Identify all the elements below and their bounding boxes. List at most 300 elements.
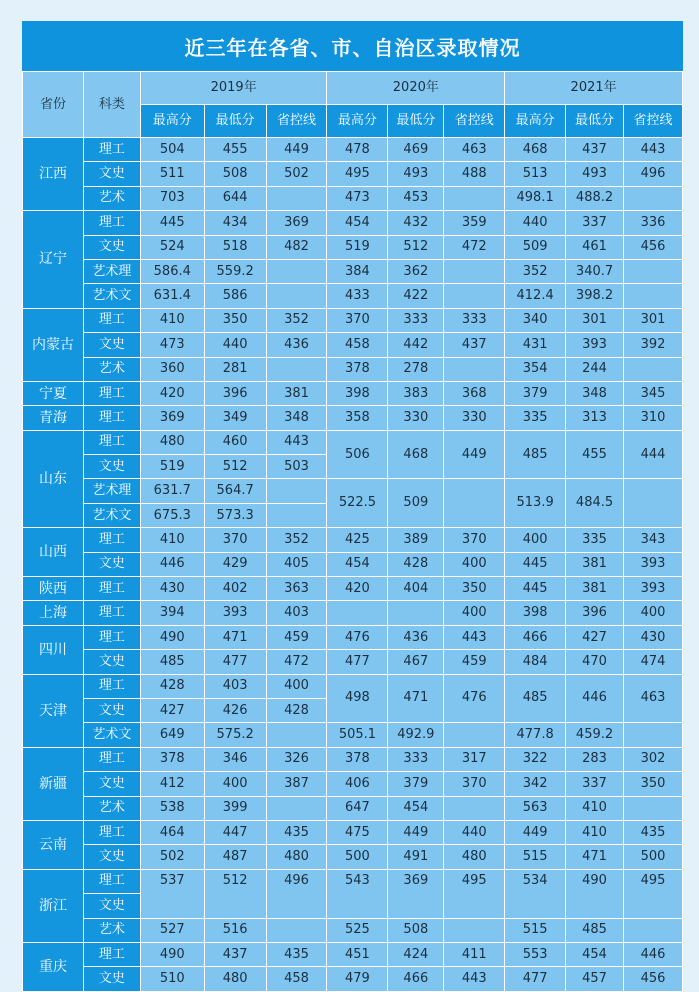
score-line-2021: 350 xyxy=(623,772,682,796)
table-row xyxy=(23,430,683,454)
score-max-2021: 468 xyxy=(505,138,566,162)
score-line-2020: 440 xyxy=(444,820,505,844)
score-max-2021: 515 xyxy=(505,918,566,942)
score-min-2020: 432 xyxy=(388,211,444,235)
score-line-2021: 463 xyxy=(623,674,682,723)
score-line-2019 xyxy=(266,918,327,942)
score-max-2021: 477.8 xyxy=(505,723,566,747)
score-line-2020: 480 xyxy=(444,845,505,869)
subject-cell: 理工 xyxy=(83,308,140,332)
score-min-2019: 403 xyxy=(204,674,266,698)
subject-cell: 文史 xyxy=(83,162,140,186)
score-min-2019: 460 xyxy=(204,430,266,454)
score-line-2021: 392 xyxy=(623,333,682,357)
score-max-2020: 505.1 xyxy=(327,723,388,747)
score-line-2021 xyxy=(623,918,682,942)
subject-cell: 文史 xyxy=(83,333,140,357)
score-line-2019: 400 xyxy=(266,674,327,698)
score-line-2019: 435 xyxy=(266,942,327,966)
score-min-2020: 509 xyxy=(388,479,444,528)
table-row xyxy=(23,845,683,869)
score-max-2021: 445 xyxy=(505,552,566,576)
score-min-2020: 512 xyxy=(388,235,444,259)
score-max-2019: 473 xyxy=(140,333,204,357)
score-line-2020: 476 xyxy=(444,674,505,723)
score-max-2020: 476 xyxy=(327,625,388,649)
province-cell: 云南 xyxy=(23,820,84,869)
score-line-2021 xyxy=(623,357,682,381)
score-max-2020: 384 xyxy=(327,259,388,283)
score-max-2019: 538 xyxy=(140,796,204,820)
score-max-2019: 428 xyxy=(140,674,204,698)
header-min-2020: 最低分 xyxy=(388,105,444,138)
score-max-2019: 412 xyxy=(140,772,204,796)
province-cell: 青海 xyxy=(23,406,84,430)
table-row xyxy=(23,235,683,259)
score-line-2019: 381 xyxy=(266,381,327,405)
score-line-2020: 443 xyxy=(444,967,505,991)
subject-cell: 理工 xyxy=(83,625,140,649)
score-min-2020: 453 xyxy=(388,186,444,210)
score-line-2019: 369 xyxy=(266,211,327,235)
score-min-2019: 508 xyxy=(204,162,266,186)
score-line-2020: 400 xyxy=(444,601,505,625)
header-max-2020: 最高分 xyxy=(327,105,388,138)
score-min-2021: 381 xyxy=(566,552,624,576)
score-max-2020: 406 xyxy=(327,772,388,796)
score-line-2021: 456 xyxy=(623,967,682,991)
table-row xyxy=(23,918,683,942)
score-min-2019: 437 xyxy=(204,942,266,966)
score-min-2020: 422 xyxy=(388,284,444,308)
score-min-2020: 333 xyxy=(388,747,444,771)
province-cell: 上海 xyxy=(23,601,84,625)
score-line-2021 xyxy=(623,186,682,210)
subject-cell: 艺术 xyxy=(83,796,140,820)
score-min-2019: 518 xyxy=(204,235,266,259)
province-cell: 重庆 xyxy=(23,942,84,991)
subject-cell: 理工 xyxy=(83,577,140,601)
score-max-2020: 477 xyxy=(327,650,388,674)
subject-cell: 理工 xyxy=(83,601,140,625)
score-min-2020: 362 xyxy=(388,259,444,283)
header-year-2021: 2021年 xyxy=(505,72,683,105)
score-max-2020: 519 xyxy=(327,235,388,259)
score-max-2021: 440 xyxy=(505,211,566,235)
score-line-2020 xyxy=(444,284,505,308)
score-min-2021: 455 xyxy=(566,430,624,479)
score-min-2019: 402 xyxy=(204,577,266,601)
score-min-2020: 330 xyxy=(388,406,444,430)
score-min-2019: 575.2 xyxy=(204,723,266,747)
score-max-2019: 378 xyxy=(140,747,204,771)
table-row xyxy=(23,284,683,308)
score-max-2021: 484 xyxy=(505,650,566,674)
score-max-2019: 511 xyxy=(140,162,204,186)
score-line-2019: 387 xyxy=(266,772,327,796)
score-max-2021: 466 xyxy=(505,625,566,649)
score-max-2020: 358 xyxy=(327,406,388,430)
score-max-2021: 515 xyxy=(505,845,566,869)
province-cell: 江西 xyxy=(23,138,84,211)
table-row xyxy=(23,601,683,625)
score-max-2020: 500 xyxy=(327,845,388,869)
score-max-2021: 449 xyxy=(505,820,566,844)
score-line-2019: 503 xyxy=(266,455,327,479)
table-row xyxy=(23,772,683,796)
score-max-2020: 498 xyxy=(327,674,388,723)
score-max-2020: 451 xyxy=(327,942,388,966)
score-max-2021: 485 xyxy=(505,674,566,723)
table-row xyxy=(23,967,683,991)
subject-cell: 艺术文 xyxy=(83,284,140,308)
score-min-2021: 348 xyxy=(566,381,624,405)
score-max-2021: 553 xyxy=(505,942,566,966)
subject-cell: 理工 xyxy=(83,674,140,698)
score-line-2020 xyxy=(444,357,505,381)
table-row xyxy=(23,357,683,381)
score-max-2021: 354 xyxy=(505,357,566,381)
score-max-2019: 394 xyxy=(140,601,204,625)
score-line-2020: 400 xyxy=(444,552,505,576)
table-row xyxy=(23,528,683,552)
score-line-2021: 393 xyxy=(623,577,682,601)
table-row xyxy=(23,186,683,210)
table-row xyxy=(23,796,683,820)
subject-cell: 理工 xyxy=(83,747,140,771)
score-min-2021: 393 xyxy=(566,333,624,357)
score-max-2021: 342 xyxy=(505,772,566,796)
score-min-2021: 381 xyxy=(566,577,624,601)
score-line-2021 xyxy=(623,259,682,283)
score-line-2019: 352 xyxy=(266,528,327,552)
table-row xyxy=(23,942,683,966)
score-min-2019: 370 xyxy=(204,528,266,552)
score-line-2021: 430 xyxy=(623,625,682,649)
score-line-2020: 459 xyxy=(444,650,505,674)
score-min-2019: 512 xyxy=(204,455,266,479)
score-max-2020: 522.5 xyxy=(327,479,388,528)
score-min-2020: 466 xyxy=(388,967,444,991)
score-max-2019: 369 xyxy=(140,406,204,430)
score-line-2020: 488 xyxy=(444,162,505,186)
score-max-2021: 352 xyxy=(505,259,566,283)
subject-cell: 艺术 xyxy=(83,918,140,942)
subject-cell: 文史 xyxy=(83,235,140,259)
subject-cell: 理工 xyxy=(83,430,140,454)
score-min-2021: 283 xyxy=(566,747,624,771)
score-max-2021: 534 xyxy=(505,869,566,918)
score-line-2019: 405 xyxy=(266,552,327,576)
score-min-2021: 427 xyxy=(566,625,624,649)
table-row xyxy=(23,869,683,893)
score-line-2019: 428 xyxy=(266,698,327,722)
score-max-2020: 454 xyxy=(327,552,388,576)
province-cell: 陕西 xyxy=(23,577,84,601)
score-min-2019: 396 xyxy=(204,381,266,405)
table-row xyxy=(23,674,683,698)
header-min-2021: 最低分 xyxy=(566,105,624,138)
score-line-2020: 317 xyxy=(444,747,505,771)
score-min-2020: 428 xyxy=(388,552,444,576)
subject-cell: 艺术理 xyxy=(83,479,140,503)
province-cell: 山西 xyxy=(23,528,84,577)
score-line-2020: 411 xyxy=(444,942,505,966)
score-min-2021: 301 xyxy=(566,308,624,332)
score-line-2019: 326 xyxy=(266,747,327,771)
score-min-2019: 477 xyxy=(204,650,266,674)
subject-cell: 理工 xyxy=(83,820,140,844)
score-min-2019: 399 xyxy=(204,796,266,820)
header-year-2020: 2020年 xyxy=(327,72,505,105)
score-line-2021: 500 xyxy=(623,845,682,869)
score-max-2021: 485 xyxy=(505,430,566,479)
score-min-2019: 644 xyxy=(204,186,266,210)
score-max-2019: 537 xyxy=(140,869,204,918)
score-max-2019: 360 xyxy=(140,357,204,381)
header-max-2021: 最高分 xyxy=(505,105,566,138)
subject-cell: 理工 xyxy=(83,406,140,430)
subject-cell: 理工 xyxy=(83,528,140,552)
score-max-2019: 485 xyxy=(140,650,204,674)
score-min-2020: 369 xyxy=(388,869,444,918)
score-line-2019 xyxy=(266,357,327,381)
score-max-2020: 378 xyxy=(327,747,388,771)
score-min-2021: 446 xyxy=(566,674,624,723)
score-min-2021: 459.2 xyxy=(566,723,624,747)
score-line-2020: 437 xyxy=(444,333,505,357)
score-min-2019: 559.2 xyxy=(204,259,266,283)
score-max-2019: 519 xyxy=(140,455,204,479)
score-min-2021: 470 xyxy=(566,650,624,674)
score-line-2021: 301 xyxy=(623,308,682,332)
subject-cell: 文史 xyxy=(83,967,140,991)
header-province: 省份 xyxy=(23,72,84,138)
score-line-2019: 449 xyxy=(266,138,327,162)
score-min-2019: 349 xyxy=(204,406,266,430)
score-max-2020: 506 xyxy=(327,430,388,479)
table-row xyxy=(23,381,683,405)
score-max-2019: 586.4 xyxy=(140,259,204,283)
province-cell: 内蒙古 xyxy=(23,308,84,381)
score-line-2021 xyxy=(623,796,682,820)
score-max-2021: 513 xyxy=(505,162,566,186)
score-min-2019: 512 xyxy=(204,869,266,918)
score-line-2020: 359 xyxy=(444,211,505,235)
score-line-2020: 449 xyxy=(444,430,505,479)
score-line-2020: 495 xyxy=(444,869,505,918)
score-min-2021: 490 xyxy=(566,869,624,918)
province-cell: 新疆 xyxy=(23,747,84,820)
score-max-2019: 524 xyxy=(140,235,204,259)
province-cell: 四川 xyxy=(23,625,84,674)
score-min-2021: 337 xyxy=(566,211,624,235)
score-max-2019: 649 xyxy=(140,723,204,747)
score-line-2019: 403 xyxy=(266,601,327,625)
score-min-2020: 508 xyxy=(388,918,444,942)
score-min-2019: 393 xyxy=(204,601,266,625)
score-min-2020: 404 xyxy=(388,577,444,601)
score-line-2019 xyxy=(266,479,327,503)
score-min-2020: 491 xyxy=(388,845,444,869)
score-line-2021 xyxy=(623,723,682,747)
score-max-2021: 412.4 xyxy=(505,284,566,308)
header-min-2019: 最低分 xyxy=(204,105,266,138)
score-min-2021: 454 xyxy=(566,942,624,966)
table-row xyxy=(23,552,683,576)
score-line-2019: 496 xyxy=(266,869,327,918)
subject-cell: 文史 xyxy=(83,455,140,479)
score-max-2020: 543 xyxy=(327,869,388,918)
score-line-2019: 352 xyxy=(266,308,327,332)
score-line-2019 xyxy=(266,796,327,820)
score-max-2019: 446 xyxy=(140,552,204,576)
score-min-2019: 480 xyxy=(204,967,266,991)
score-max-2019: 410 xyxy=(140,308,204,332)
score-max-2019: 410 xyxy=(140,528,204,552)
table-row xyxy=(23,625,683,649)
subject-cell: 理工 xyxy=(83,138,140,162)
score-min-2020: 468 xyxy=(388,430,444,479)
header-subject: 科类 xyxy=(83,72,140,138)
score-max-2019: 445 xyxy=(140,211,204,235)
score-line-2019 xyxy=(266,259,327,283)
score-max-2021: 509 xyxy=(505,235,566,259)
subject-cell: 艺术理 xyxy=(83,259,140,283)
score-max-2020: 478 xyxy=(327,138,388,162)
table-row xyxy=(23,820,683,844)
score-line-2020: 443 xyxy=(444,625,505,649)
score-min-2019: 400 xyxy=(204,772,266,796)
score-max-2019: 510 xyxy=(140,967,204,991)
score-min-2020: 467 xyxy=(388,650,444,674)
score-max-2019: 631.4 xyxy=(140,284,204,308)
score-max-2020: 454 xyxy=(327,211,388,235)
score-min-2019: 429 xyxy=(204,552,266,576)
score-line-2021: 336 xyxy=(623,211,682,235)
table-row xyxy=(23,479,683,503)
admission-table xyxy=(22,71,683,992)
score-line-2020 xyxy=(444,918,505,942)
score-max-2021: 340 xyxy=(505,308,566,332)
score-line-2020: 330 xyxy=(444,406,505,430)
header-line-2019: 省控线 xyxy=(266,105,327,138)
score-min-2021: 313 xyxy=(566,406,624,430)
score-max-2019: 464 xyxy=(140,820,204,844)
score-max-2020: 425 xyxy=(327,528,388,552)
score-min-2020: 469 xyxy=(388,138,444,162)
score-line-2021: 443 xyxy=(623,138,682,162)
score-min-2020 xyxy=(388,601,444,625)
table-row xyxy=(23,577,683,601)
score-min-2020: 449 xyxy=(388,820,444,844)
header-line-2020: 省控线 xyxy=(444,105,505,138)
score-min-2021: 457 xyxy=(566,967,624,991)
score-line-2019 xyxy=(266,503,327,527)
subject-cell: 艺术文 xyxy=(83,723,140,747)
table-row xyxy=(23,308,683,332)
score-min-2021: 244 xyxy=(566,357,624,381)
score-max-2019: 490 xyxy=(140,942,204,966)
score-min-2020: 379 xyxy=(388,772,444,796)
score-min-2019: 487 xyxy=(204,845,266,869)
score-line-2019: 443 xyxy=(266,430,327,454)
header-line-2021: 省控线 xyxy=(623,105,682,138)
score-min-2021: 437 xyxy=(566,138,624,162)
province-cell: 辽宁 xyxy=(23,211,84,309)
score-line-2021: 435 xyxy=(623,820,682,844)
score-min-2019: 440 xyxy=(204,333,266,357)
score-max-2020: 378 xyxy=(327,357,388,381)
score-min-2020: 454 xyxy=(388,796,444,820)
score-max-2020: 473 xyxy=(327,186,388,210)
score-line-2021: 302 xyxy=(623,747,682,771)
score-min-2019: 350 xyxy=(204,308,266,332)
subject-cell: 文史 xyxy=(83,772,140,796)
score-max-2020: 479 xyxy=(327,967,388,991)
score-min-2019: 516 xyxy=(204,918,266,942)
score-line-2021: 310 xyxy=(623,406,682,430)
subject-cell: 文史 xyxy=(83,552,140,576)
score-max-2021: 445 xyxy=(505,577,566,601)
score-min-2020: 389 xyxy=(388,528,444,552)
score-line-2019: 502 xyxy=(266,162,327,186)
score-max-2020 xyxy=(327,601,388,625)
score-line-2020 xyxy=(444,723,505,747)
score-max-2021: 400 xyxy=(505,528,566,552)
score-min-2019: 434 xyxy=(204,211,266,235)
score-line-2019: 435 xyxy=(266,820,327,844)
score-min-2020: 333 xyxy=(388,308,444,332)
score-max-2019: 502 xyxy=(140,845,204,869)
province-cell: 浙江 xyxy=(23,869,84,942)
score-line-2020 xyxy=(444,796,505,820)
score-line-2021: 444 xyxy=(623,430,682,479)
score-line-2020 xyxy=(444,259,505,283)
score-line-2020: 463 xyxy=(444,138,505,162)
score-max-2019: 631.7 xyxy=(140,479,204,503)
score-line-2021: 456 xyxy=(623,235,682,259)
admission-table-panel xyxy=(22,21,683,986)
score-max-2020: 495 xyxy=(327,162,388,186)
score-line-2020 xyxy=(444,479,505,528)
subject-cell: 理工 xyxy=(83,211,140,235)
score-min-2019: 426 xyxy=(204,698,266,722)
subject-cell: 艺术文 xyxy=(83,503,140,527)
score-line-2020: 368 xyxy=(444,381,505,405)
score-line-2019: 480 xyxy=(266,845,327,869)
score-line-2020: 472 xyxy=(444,235,505,259)
subject-cell: 理工 xyxy=(83,942,140,966)
province-cell: 山东 xyxy=(23,430,84,528)
subject-cell: 文史 xyxy=(83,698,140,722)
score-max-2019: 675.3 xyxy=(140,503,204,527)
score-line-2021 xyxy=(623,284,682,308)
score-line-2019: 472 xyxy=(266,650,327,674)
score-min-2020: 471 xyxy=(388,674,444,723)
score-min-2020: 424 xyxy=(388,942,444,966)
score-min-2021: 485 xyxy=(566,918,624,942)
score-max-2020: 433 xyxy=(327,284,388,308)
score-min-2021: 410 xyxy=(566,796,624,820)
score-line-2019: 459 xyxy=(266,625,327,649)
score-min-2021: 410 xyxy=(566,820,624,844)
score-min-2019: 281 xyxy=(204,357,266,381)
table-row xyxy=(23,211,683,235)
subject-cell: 艺术 xyxy=(83,186,140,210)
score-line-2020: 333 xyxy=(444,308,505,332)
score-line-2019 xyxy=(266,186,327,210)
